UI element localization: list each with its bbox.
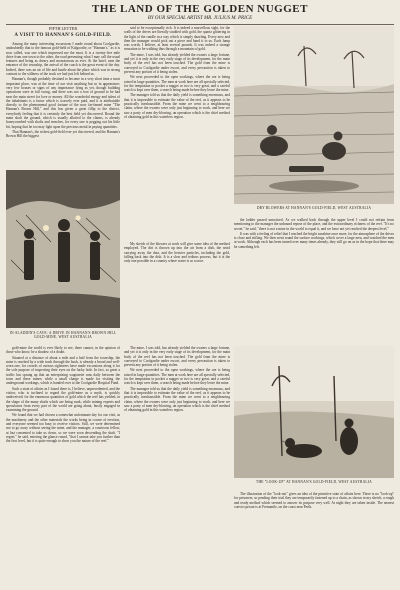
left-column-bottom (6, 346, 120, 584)
paragraph: said to be exceptionally rich. It is indeed a marvellous sight, for the walls of the drives are literally studded with gold, the quartz glittering in the light of the candle in a way which is simply dazzling. Every now and then the manager would pick out a piece and hand it to us. Each lump was worth, I believe, at least several pounds. It was indeed a strange sensation to be walking thus through a mountain of gold. (124, 26, 230, 52)
paragraph: Such a state of affairs as I found there is, I believe, unprecedented, and the visitor, who is inclined to regard the gold-mine as a myth, is quickly undeceived; for the enormous quantities of gold which the reef has yielded, in the shape of the many shafts which are being sunk, while mining experts and speculators from every part of the world are going about, busily engaged in examining the ground. (6, 386, 120, 413)
paragraph: The mine, I was told, has already yielded the owners a large fortune, and yet it is only in the very early stage of its development, for the main body of the reef has not been touched. The gold from the mine is conveyed to Coolgardie under escort, and every precaution is taken to prevent any portion of it being stolen. (124, 346, 230, 368)
right-column (234, 218, 394, 343)
header-rule (6, 24, 394, 25)
paragraph: It was with a feeling of relief that I reached the bright sunshine once more, for the atmosphere of the drives is close and stifling. We then went round the surface workings, which cover a large area, and watched the men at work. Although each has been turned over many times already, they still go on as in the hope that there may be something left. (234, 231, 394, 249)
paragraph: Among the many interesting excursions I made round about Coolgardie, undoubtedly that to the famous gold-field of Kalgoorlie, or "Hannan's," as it is now called, was one which impressed me the most. It is a twenty-five mile drive from one town to the other, the road presenting what I may call the usual features and being as dreary and monotonous as ever. At the hotel, near the entrance of the township, the arrival of the coach is the great event of the day. Indeed, there was an air of life and bustle about the place which was in strong contrast to the stillness of the track we had just left behind us. (6, 42, 120, 77)
paragraph: The mine, I was told, has already yielded the owners a large fortune, and yet it is only in the very early stage of its development, for the main body of the reef has not been touched. The gold from the mine is conveyed to Coolgardie under escort, and every precaution is taken to prevent any portion of it being stolen. (124, 52, 230, 74)
left-column-top (6, 26, 120, 166)
paragraph: We found that we had chosen a somewhat unfortunate day for our visit, as the machinery and the other materials the works being in course of erection, and everyone seemed too busy to receive visitors. Still, we were determined not to go away without seeing the mine, and the manager, a courteous fellow, at last consented to take us down, so we were soon descending the shaft. "I regret," he said, entering the glance round, "that I cannot take you further than the first level, but it is quite enough to show you the nature of the reef." (6, 413, 120, 444)
middle-column-bottom (124, 346, 230, 584)
letter-number: FIFTH LETTER (48, 26, 78, 31)
paragraph: The manager told us that the daily yield is something enormous, and that it is impossible to estimate the value of the reef, as it appears to be practically inexhaustible. From the mine we went to a neighbouring claim, where the owners were only just beginning to work, and here we saw a party of men dry-blowing, an operation which is the chief method of obtaining gold in this waterless region. (124, 93, 230, 119)
page-title: THE LAND OF THE GOLDEN NUGGET (92, 3, 308, 15)
paragraph: The manager told us that the daily yield is something enormous, and that it is impossible to estimate the value of the reef, as it appears to be practically inexhaustible. From the mine we went to a neighbouring claim, where the owners were only just beginning to work, and here we saw a party of men dry-blowing, an operation which is the chief method of obtaining gold in this waterless region. (124, 386, 230, 413)
aladdins-cave-caption: IN ALADDIN'S CAVE: A DRIVE IN HANNAN'S BROWN HILL GOLD-MINE, WEST AUSTRALIA (9, 331, 117, 340)
paragraph: Hannan's, though probably destined to become in a very short time a most important place, was at the time of our visit anything but so in appearance; very few houses or signs of any importance lying as yet, though building operations were in full swing, and there was not a foot of ground to be had near the main street for love or money. All the wonderful energy and talent of the inhabitants is a factor which is scarcely ever paid, and it is attributable directly to the phenomenal good fortune of the now far-famed mine "The Hannan's Brown Hill," and this has given a great fillip to the district, everybody feeling that it is certainly the best field yet discovered. Round the main shaft the ground, which is usually allotted to the claims, is already honeycombed with shafts and trenches, for every one is pegging out his little bit, hoping that he too may light upon the precious metal in paying quantities. (6, 77, 120, 129)
paragraph: My sketch of the blowers at work will give some idea of the method employed. The dirt is thrown up into the air from a dish, the wind carrying away the dust, and the heavier particles, including the gold, falling back into the dish. It is a slow and tedious process, but it is the only one possible in a country where water is so scarce. (124, 242, 230, 264)
paragraph: The illustration of the "look-out" gives an idea of the primitive state of affairs here. There is no "look-up" for prisoners, so pending their trial they are temporarily fastened up to a chain, as shown in my sketch, a rough and ready method which seemed to answer its purpose very well. At night they are taken inside. The nearest convict prison is at Fremantle, on the coast near Perth. (234, 492, 394, 509)
paragraph: gold-mine the world is ever likely to see, there cannot, in the opinion of those who know, be a shadow of a doubt. (6, 346, 120, 355)
middle-column (124, 26, 230, 238)
byline: BY OUR SPECIAL ARTIST MR. JULIUS M. PRICE (147, 16, 253, 21)
paragraph: the ladder passed unnoticed. As we walked back through the upper level I could not refrain from mentioning to the manager the unbound repose of the place, and the extraordinary richness of the reef. "It's no secret," he said, "there is not a mine in the world to equal it, and we have not yet reached the deepest level." (234, 218, 394, 231)
look-up-illustration (234, 346, 394, 478)
paragraph: We next proceeded to the open workings, where the ore is being raised in large quantities. The men at work here are all specially selected, for the temptation to pocket a nugget or two is very great, and a careful watch is kept over them, a search being made before they leave the mine. (124, 75, 230, 93)
paragraph: That Hannan's, the richest gold-field ever yet discovered, and the Hannan's Brown Hill the biggest (6, 129, 120, 139)
middle-column-lower (124, 242, 230, 342)
article-heading: A VISIT TO HANNAN'S GOLD-FIELD. (14, 33, 112, 38)
aladdins-cave-illustration (6, 170, 120, 328)
paragraph: Situated at a distance of about a mile and a half from the township, the mine is reached by a wide track through the bush, is already a broad and well-worn one, for crowds of curious sightseers have made excursions along it for the sole purpose of inspecting their eyes on the lucky hole. In fact, so great a traffic has sprung up that an enterprising wagonette runs daily between the town and these mines; while a small charge is made for visiting the underground workings, which is handed over to the Coolgardie Hospital Fund. (6, 355, 120, 386)
dry-blowers-caption: DRY BLOWERS AT HANNAN'S GOLD-FIELD, WEST AUSTRALIA (256, 206, 372, 210)
paragraph: We next proceeded to the open workings, where the ore is being raised in large quantities. The men at work here are all specially selected, for the temptation to pocket a nugget or two is very great, and a careful watch is kept over them, a search being made before they leave the mine. (124, 368, 230, 386)
look-up-caption: THE "LOOK-UP" AT HANNAN'S GOLD-FIELD, WEST AUSTRALIA (256, 480, 372, 484)
dry-blowers-illustration (234, 26, 394, 204)
right-column-bottom (234, 492, 394, 584)
